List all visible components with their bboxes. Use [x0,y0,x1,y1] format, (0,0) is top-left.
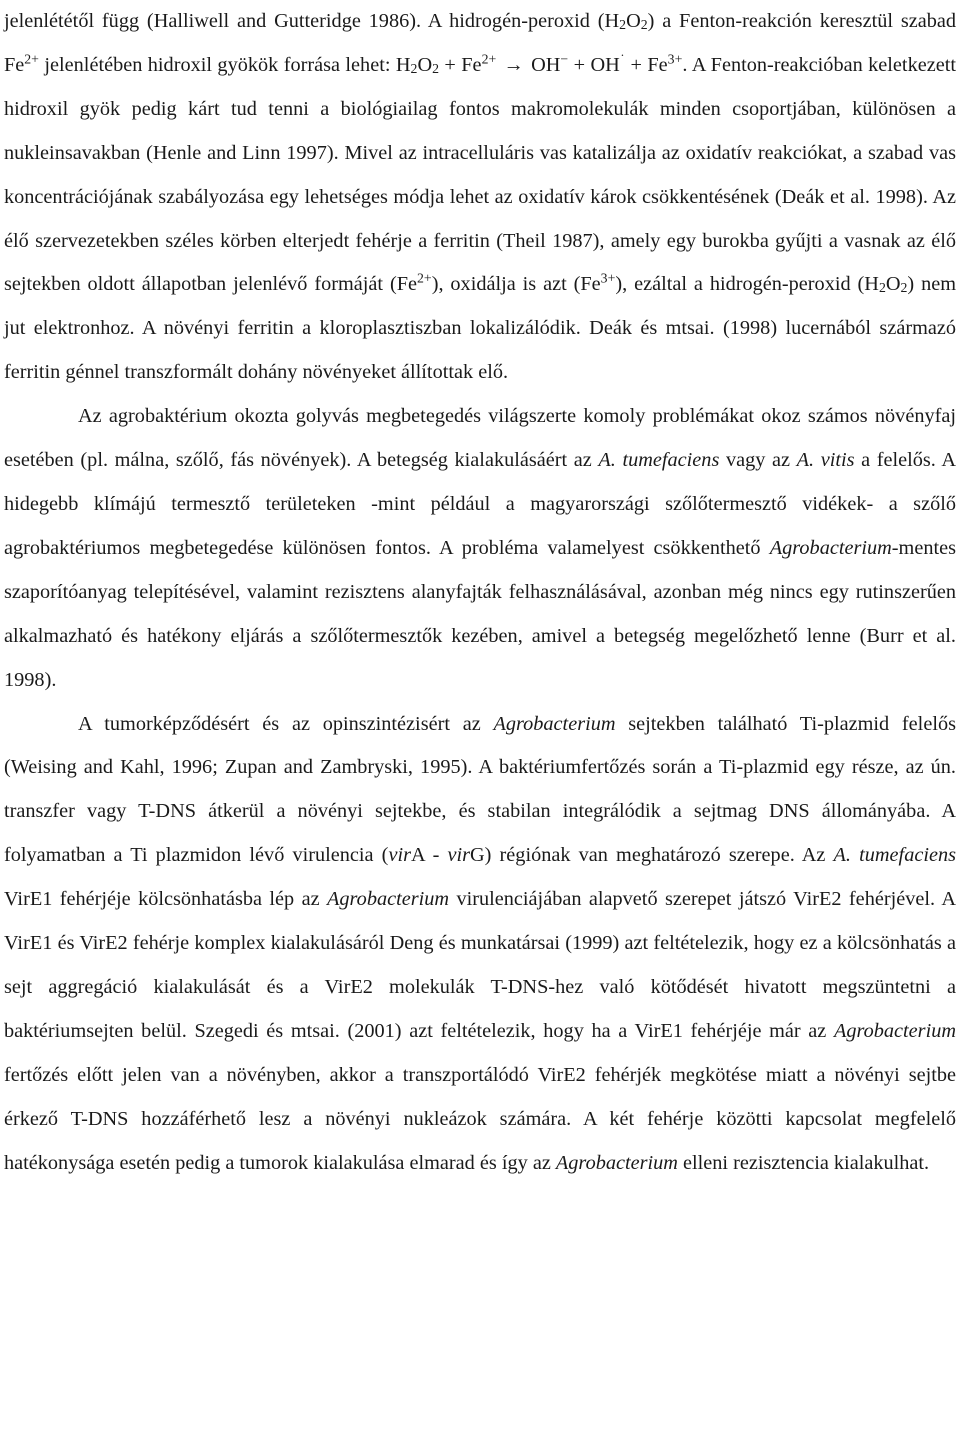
paragraph-agrobacterium-disease [4,395,956,702]
italic-term: vir [447,844,471,867]
text-run: G) régiónak van meghatározó szerepe. Az [470,844,834,867]
text-run: A tumorképződésért és az opinszintézisért az [78,712,494,735]
superscript: 2+ [481,51,497,67]
text-run: Az agrobaktérium okozta golyvás megbetegedés világszerte komoly problémákat okoz számos növényfaj esetében (pl. málna, szőlő, fás növények). A betegség kialakulásáért az [4,405,956,472]
superscript: − [560,51,569,67]
superscript: 2+ [417,270,432,286]
text-run: jelenlététől függ (Halliwell and Gutteridge 1986). A hidrogén-peroxid (H [4,10,620,32]
text-run: + Fe [439,53,482,76]
text-run: fertőzés előtt jelen van a növényben, akkor a transzportálódó VirE2 fehérjék megkötése miatt a növényi sejtbe érkező T-DNS hozzáférhető lesz a növényi nukleázok számára. A két fehérje közötti kapcsolat megfelelő hatékonysága esetén pedig a tumorok kialakulása elmarad és így az [4,1063,956,1174]
text-run: OH [525,53,561,76]
superscript: 3+ [667,51,683,67]
text-run: -mentes szaporítóanyag telepítésével, valamint rezisztens alanyfajták felhasználásával, azonban még nincs egy rutinszerűen alkalmazható és hatékony eljárás a szőlőtermesztők kezében, amivel a betegség megelőzhető lenne (Burr et al. 1998). [4,536,956,691]
text-run: jelenlétében hidroxil gyökök forrása lehet: H [38,53,411,76]
subscript: 2 [900,280,908,296]
text-run: virulenciájában alapvető szerepet játszó VirE2 fehérjével. A VirE1 és VirE2 fehérje komplex kialakulásáról Deng és munkatársai (1999) azt feltételezik, hogy ez a kölcsönhatás a sejt aggregáció kialakulását és a VirE2 molekulák T-DNS-hez való kötődését hivatott megszüntetni a baktériumsejten belül. Szegedi és mtsai. (2001) azt feltételezik, hogy ha a VirE1 fehérjéje már az [4,888,957,1042]
subscript: 2 [432,60,439,76]
paragraph-ti-plasmid [4,703,956,1186]
text-run: O [626,10,641,32]
italic-term: A. tumefaciens [833,844,957,867]
italic-term: Agrobacterium [833,1019,956,1042]
text-run: elleni rezisztencia kialakulhat. [677,1151,930,1174]
text-run: ) a Fenton-reakción keresztül szabad Fe [4,10,956,76]
subscript: 2 [410,60,418,76]
subscript: 2 [878,280,886,296]
paragraph-fenton-reaction [4,0,956,395]
text-run: ), ezáltal a hidrogén-peroxid (H [615,273,879,296]
text-run: + Fe [625,53,668,76]
text-run: sejtekben található Ti-plazmid felelős (Weising and Kahl, 1996; Zupan and Zambryski, 1995). A baktériumfertőzés során a Ti-plazmid egy része, az ún. transzfer vagy T-DNS átkerül a növényi sejtekbe, és stabilan integrálódik a sejtmag DNS állományába. A folyamatban a Ti plazmidon lévő virulencia ( [4,712,956,867]
superscript: 3+ [600,270,616,286]
subscript: 2 [640,17,648,33]
text-run: ) nem jut elektronhoz. A növényi ferritin a kloroplasztiszban lokalizálódik. Deák és mtsai. (1998) lucernából származó ferritin génnel transzformált dohány növényeket állítottak elő. [4,273,956,384]
subscript: 2 [619,17,627,33]
reaction-arrow: → [503,53,524,76]
text-run: ), oxidálja is azt (Fe [431,273,601,296]
text-run: O [417,53,433,76]
superscript: 2+ [24,51,39,67]
italic-term: A. vitis [796,449,855,472]
text-run: . A Fenton-reakcióban keletkezett hidroxil gyök pedig kárt tud tenni a biológiailag fontos makromolekulák minden csoportjában, különösen a nukleinsavakban (Henle and Linn 1997). Mivel az intracelluláris vas katalizálja az oxidatív reakciókat, a szabad vas koncentrációjának szabályozása egy lehetséges módja lehet az oxidatív károk csökkentésének (Deák et al. 1998). Az élő szervezetekben széles körben elterjedt fehérje a ferritin (Theil 1987), amely egy burokba gyűjti a vasnak az élő sejtekben oldott állapotban jelenlévő formáját (Fe [4,53,956,296]
superscript: ˙ [619,51,626,67]
text-run: + OH [568,53,620,76]
text-run: A - [410,844,448,867]
document-page [4,0,956,1185]
text-run: vagy az [719,449,797,472]
italic-term: vir [388,844,411,867]
text-run: VirE1 fehérjéje kölcsönhatásba lép az [4,888,328,911]
italic-term: Agrobacterium [769,536,892,559]
italic-term: Agrobacterium [493,712,616,735]
italic-term: Agrobacterium [555,1151,678,1174]
text-run: a felelős. A hidegebb klímájú termesztő területeken -mint például a magyarországi szőlőtermesztő vidékek- a szőlő agrobaktériumos megbetegedése különösen fontos. A probléma valamelyest csökkenthető [4,449,957,559]
italic-term: Agrobacterium [327,888,450,911]
italic-term: A. tumefaciens [598,449,720,472]
text-run: O [885,273,901,296]
